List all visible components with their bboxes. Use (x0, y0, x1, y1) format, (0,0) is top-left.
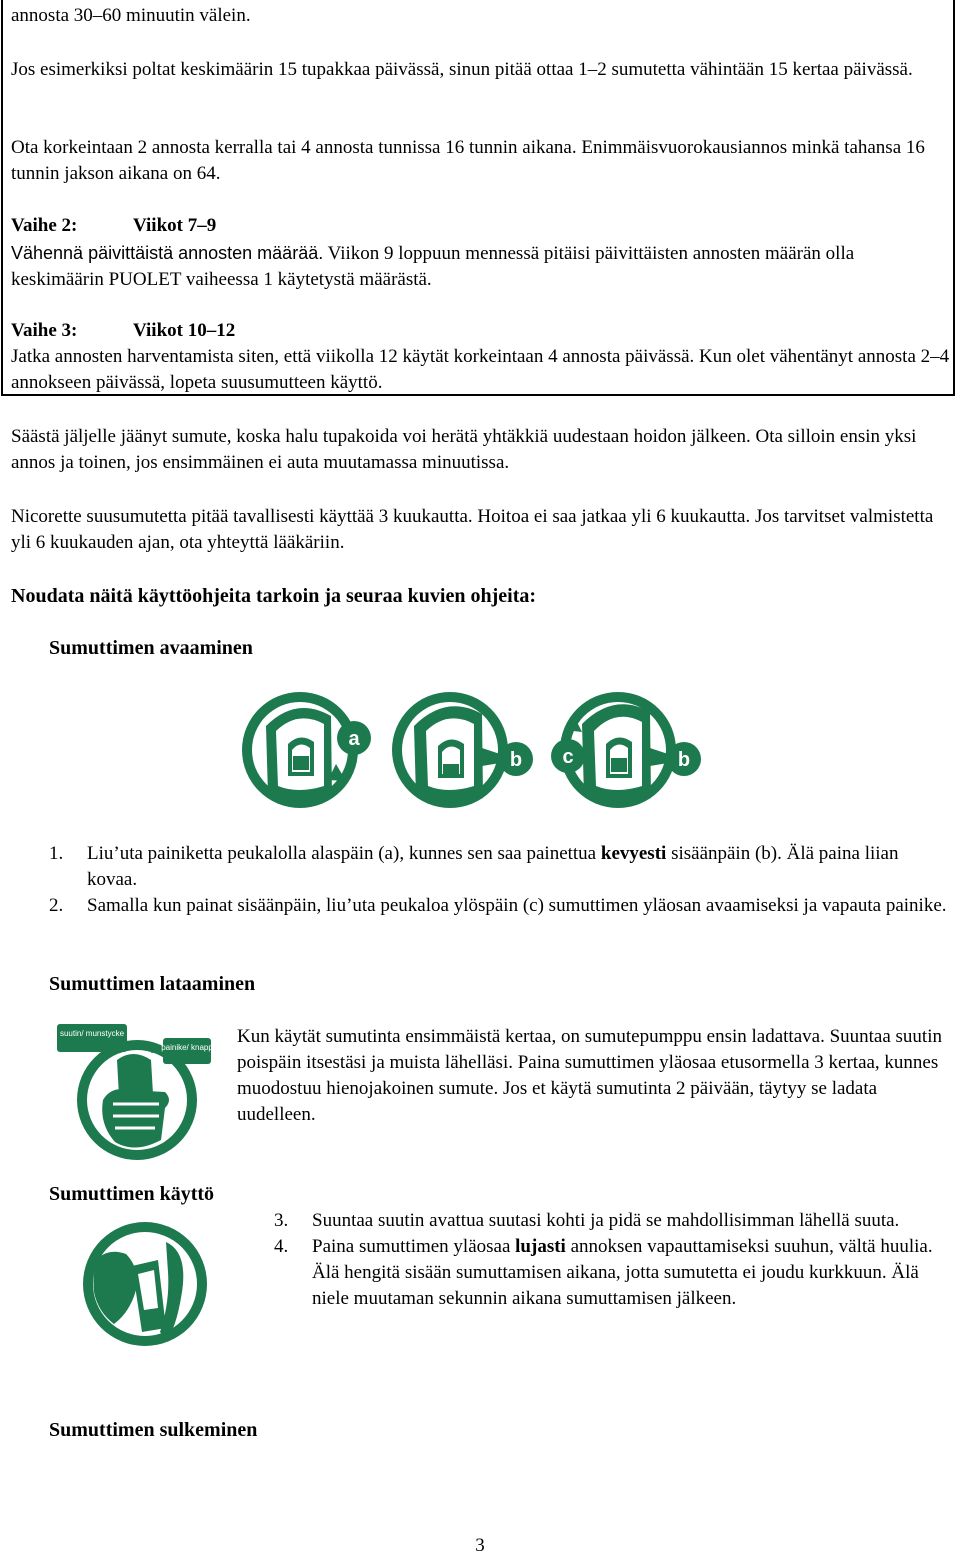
step-text: Samalla kun painat sisäänpäin, liu’uta peukaloa ylöspäin (c) sumuttimen yläosan avaamiseksi ja vapauta painike. (87, 895, 947, 916)
loading-illustration (55, 1020, 215, 1165)
list-item (274, 1208, 954, 1234)
step-text: Liu’uta painiketta peukalolla alaspäin (a), kunnes sen saa painettua (87, 843, 601, 864)
step-text-post: sisäänpäin (b). Älä paina liian kovaa. (87, 843, 899, 890)
phase2-heading (11, 213, 951, 239)
paragraph-save-spray: Säästä jäljelle jäänyt sumute, koska halu tupakoida voi herätä yhtäkkiä uudestaan hoidon jälkeen. Ota silloin ensin yksi annos ja toinen, jos ensimmäinen ei auta muutamassa minuutissa. (11, 426, 917, 473)
list-item (49, 893, 949, 919)
step-text: Suuntaa suutin avattua suutasi kohti ja pidä se mahdollisimman lähellä suuta. (312, 1210, 900, 1231)
priming-spray-icon (55, 1020, 215, 1165)
icon-label-button: painike/ knapp (161, 1043, 213, 1052)
step-text-bold: kevyesti (600, 843, 667, 864)
box-para-2: Ota korkeintaan 2 annosta kerralla tai 4 annosta tunnissa 16 tunnin aikana. Enimmäisvuorokausiannos minkä tahansa 16 tunnin jakson aikana on 64. (11, 137, 925, 184)
icon-letter-c: c (562, 746, 574, 768)
step-number: 4. (274, 1236, 289, 1257)
slide-down-icon (242, 692, 371, 808)
phase2-text (11, 240, 951, 293)
step-number: 3. (274, 1210, 289, 1231)
phase2-weeks: Viikot 7–9 (133, 215, 217, 236)
step-text-post: annoksen vapauttamiseksi suuhun, vältä huulia. Älä hengitä sisään sumuttamisen aikana, jotta sumutetta ei joudu kurkkuun. Älä niele muutaman sekunnin aikana sumuttamisen jälkeen. (312, 1236, 933, 1309)
phase2-label: Vaihe 2: (11, 215, 78, 236)
phase2-text-sans: Vähennä päivittäistä annosten määrää. (11, 243, 324, 263)
step-text: Paina sumuttimen yläosaa (312, 1236, 516, 1257)
icon-letter-a: a (348, 728, 360, 750)
box-line-0: annosta 30–60 minuutin välein. (11, 5, 251, 26)
phase3-weeks: Viikot 10–12 (133, 320, 236, 341)
closing-heading: Sumuttimen sulkeminen (49, 1419, 258, 1441)
list-item (274, 1234, 954, 1312)
step-number: 2. (49, 895, 64, 916)
list-item (49, 841, 949, 893)
page-number: 3 (475, 1535, 485, 1556)
loading-heading: Sumuttimen lataaminen (49, 973, 256, 995)
usage-illustration (70, 1212, 220, 1352)
opening-illustration (236, 686, 716, 816)
icon-label-nozzle: suutin/ munstycke (59, 1029, 125, 1038)
usage-steps (274, 1208, 954, 1312)
icon-letter-b-1: b (509, 749, 523, 771)
icon-letter-b-2: b (677, 749, 691, 771)
paragraph-duration: Nicorette suusumutetta pitää tavallisesti käyttää 3 kuukautta. Hoitoa ei saa jatkaa yli 6 kuukautta. Jos tarvitset valmistetta yli 6 kuukauden ajan, ota yhteyttä lääkäriin. (11, 506, 934, 553)
phase2-text-rest: Viikon 9 loppuun mennessä pitäisi päivittäisten annosten määrän olla keskimäärin PUOLET vaiheessa 1 käytetystä määrästä. (11, 243, 855, 290)
loading-text: Kun käytät sumutinta ensimmäistä kertaa, on sumutepumppu ensin ladattava. Suuntaa suutin poispäin itsestäsi ja muista lähelläsi. Paina sumuttimen yläosaa etusormella 3 kertaa, kunnes muodostuu hienojakoinen sumute. Jos et käytä sumutinta 2 päivään, täytyy se ladata uudelleen. (237, 1026, 942, 1125)
opening-steps (49, 841, 949, 919)
box-para-1: Jos esimerkiksi poltat keskimäärin 15 tupakkaa päivässä, sinun pitää ottaa 1–2 sumutetta vähintään 15 kertaa päivässä. (11, 59, 913, 80)
step-text-bold: lujasti (515, 1236, 566, 1257)
phase3-label: Vaihe 3: (11, 320, 78, 341)
usage-heading: Sumuttimen käyttö (49, 1183, 215, 1205)
step-number: 1. (49, 843, 64, 864)
instructions-heading: Noudata näitä käyttöohjeita tarkoin ja seuraa kuvien ohjeita: (11, 585, 537, 607)
opening-heading: Sumuttimen avaaminen (49, 637, 253, 659)
spray-into-mouth-icon (70, 1212, 220, 1352)
slide-up-icon (551, 692, 701, 808)
phase3-text: Jatka annosten harventamista siten, että viikolla 12 käytät korkeintaan 4 annosta päivässä. Kun olet vähentänyt annosta 2–4 annokseen päivässä, lopeta suusumutteen käyttö. (11, 346, 950, 393)
press-in-icon (392, 692, 533, 808)
opening-steps-icon (236, 686, 716, 816)
phase3-heading (11, 318, 951, 344)
